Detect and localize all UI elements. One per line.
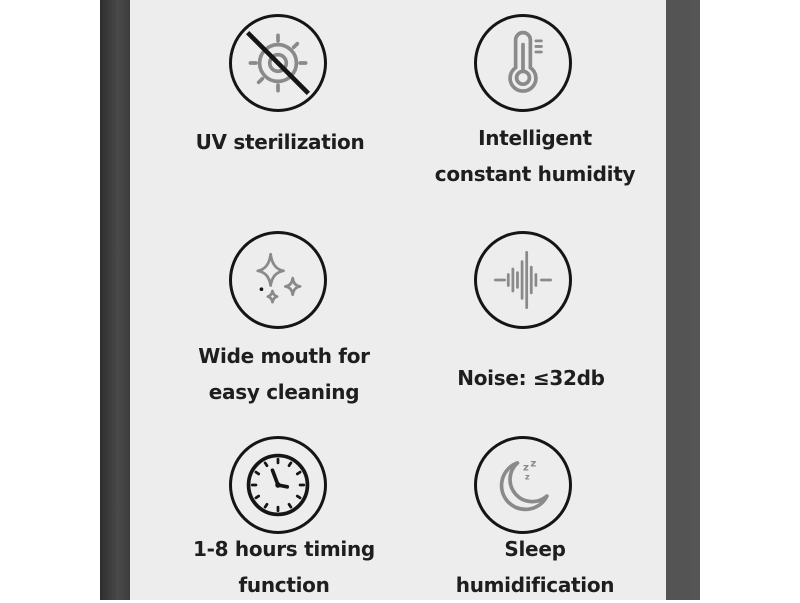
feature-panel: [130, 0, 666, 600]
thermometer-icon: [474, 14, 572, 112]
sparkles-icon: [229, 231, 327, 329]
feature-label-uv: UV sterilization: [195, 130, 365, 154]
svg-text:z: z: [524, 471, 530, 482]
feature-label-timing: 1-8 hours timing function: [193, 537, 375, 597]
svg-text:z: z: [530, 458, 537, 470]
svg-text:z: z: [523, 462, 529, 474]
clock-icon: [229, 436, 327, 534]
feature-label-noise: Noise: ≤32db: [457, 366, 605, 390]
feature-label-cleaning: Wide mouth for easy cleaning: [198, 344, 370, 404]
no-bacteria-icon: [229, 14, 327, 112]
sound-wave-icon: [474, 231, 572, 329]
feature-label-humidity: Intelligent constant humidity: [434, 126, 636, 186]
feature-label-sleep: Sleep humidification: [455, 537, 615, 597]
moon-sleep-icon: [474, 436, 572, 534]
